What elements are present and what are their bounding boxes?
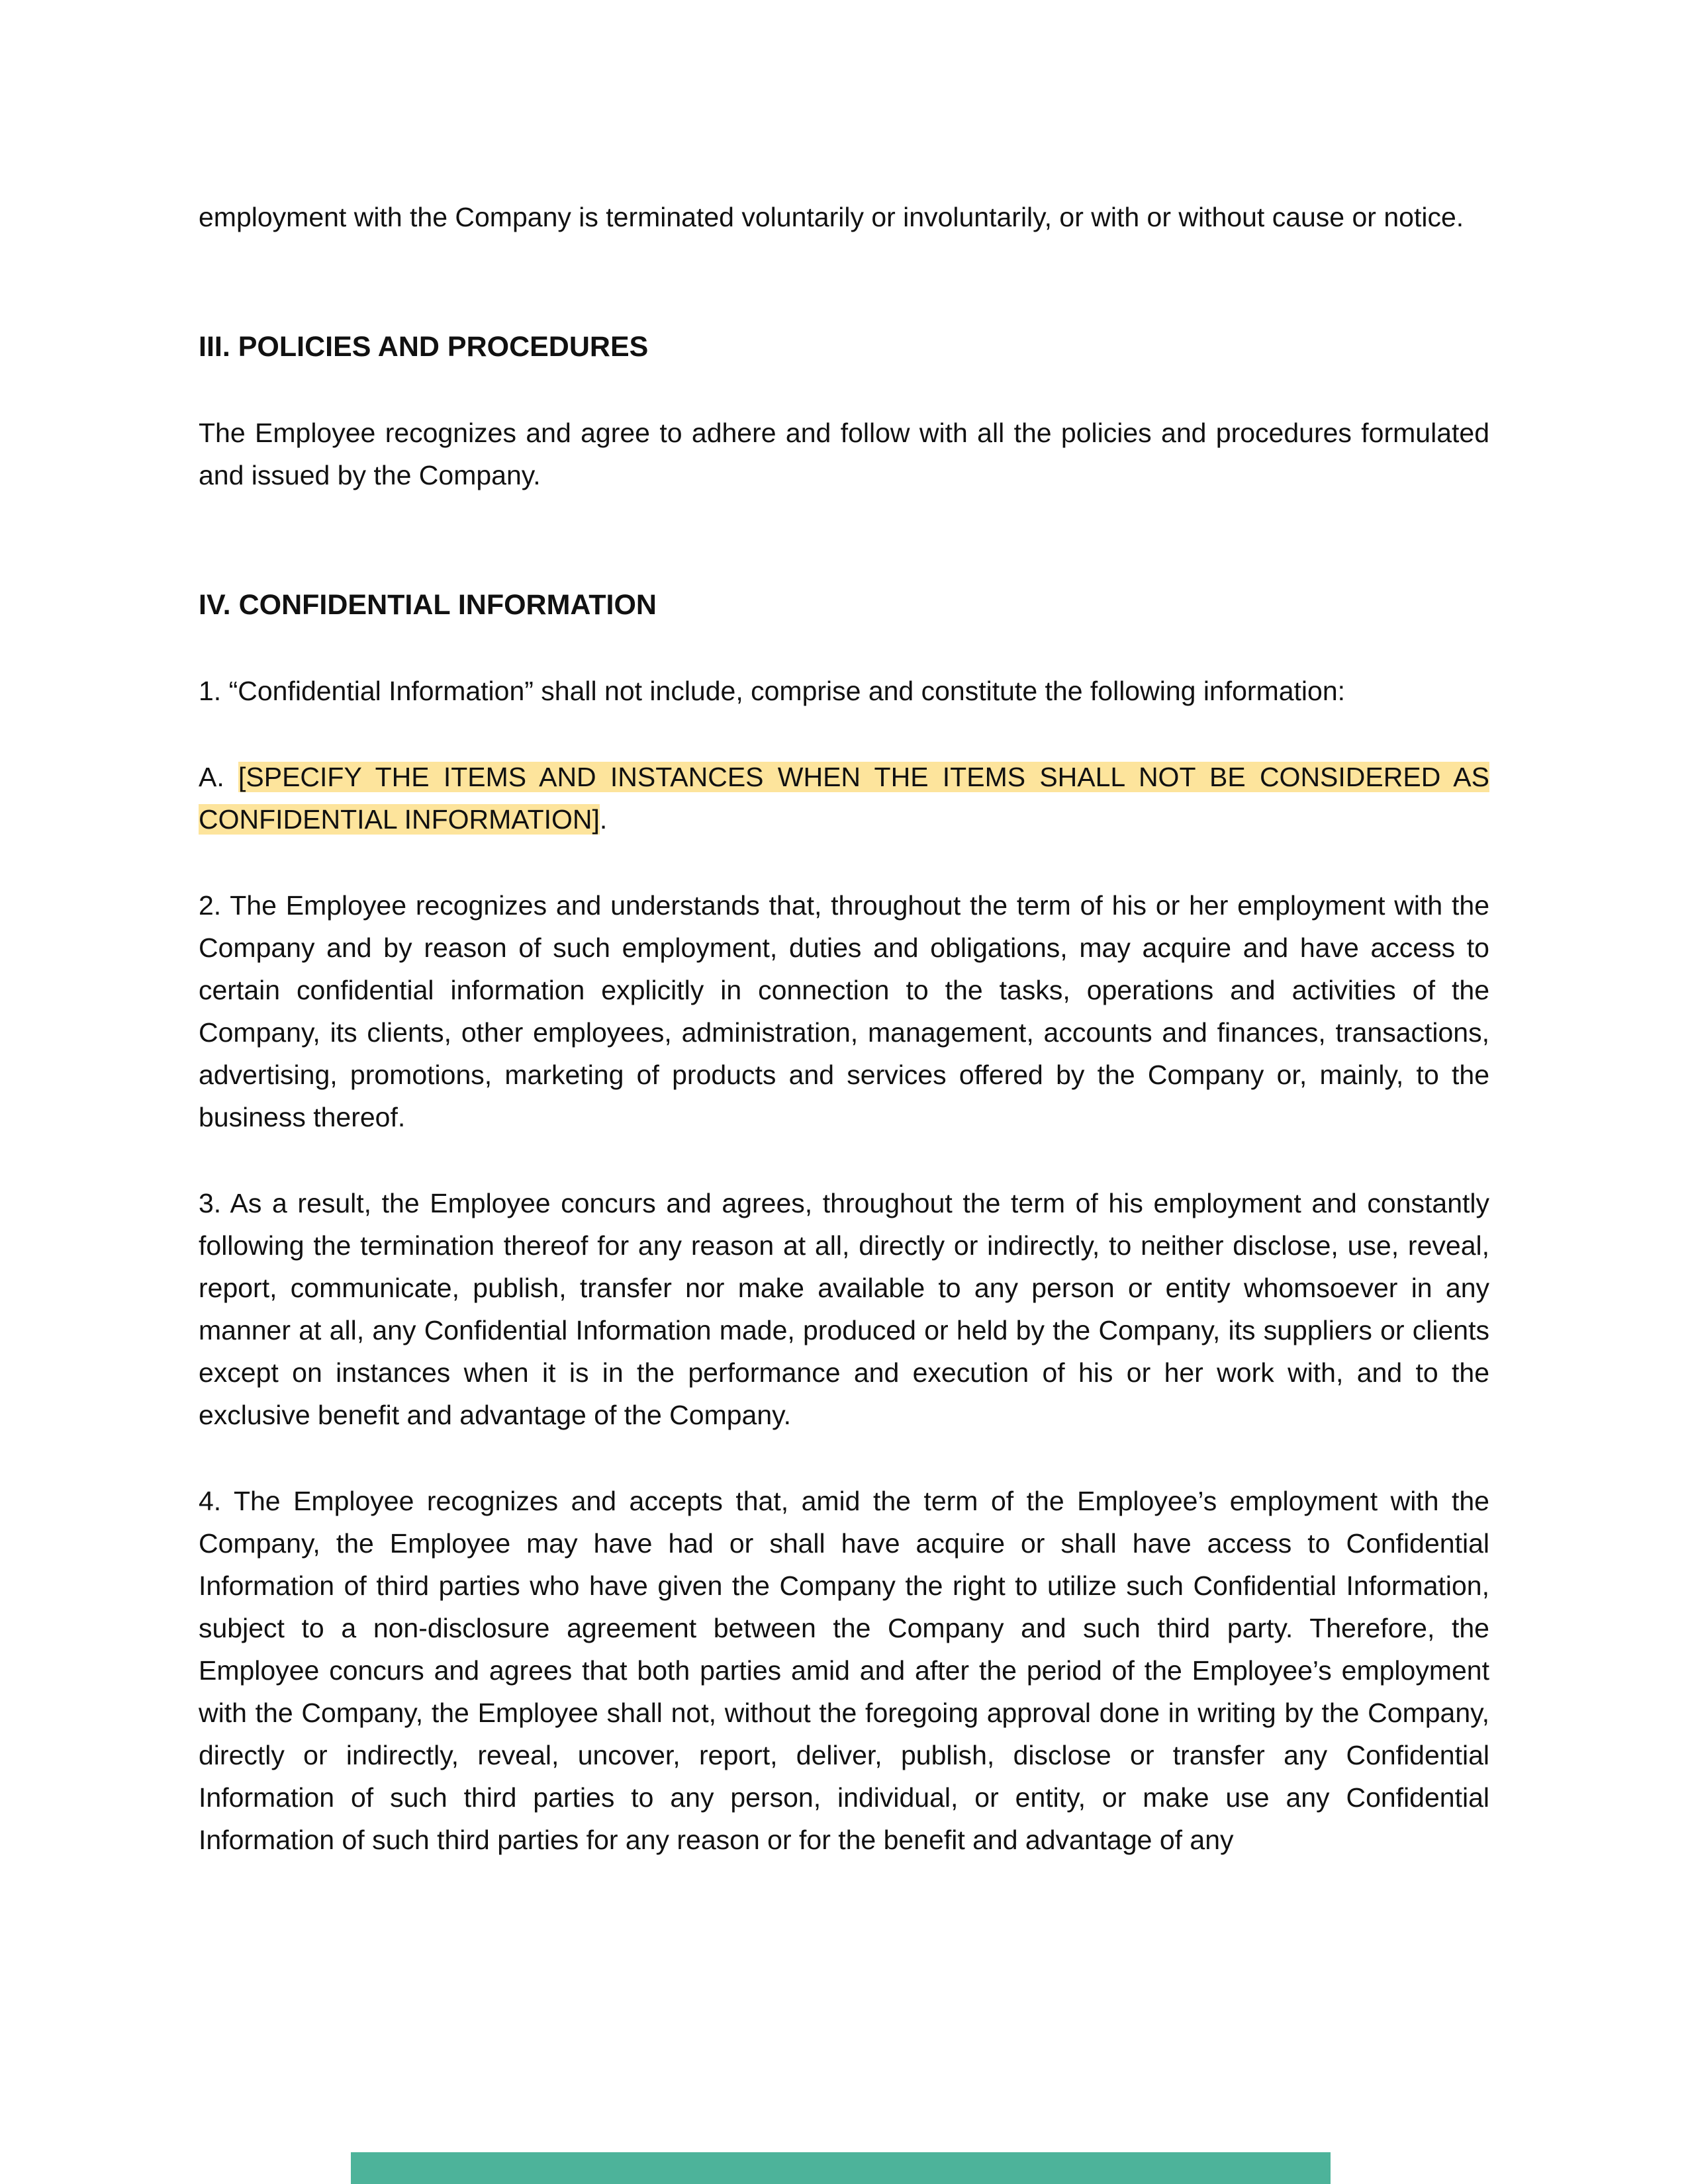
- list-item-3: 3. As a result, the Employee concurs and agrees, throughout the term of his employment and constantly following the termination thereof for any reason at all, directly or indirectly, to neither disclose, use, reveal, report, communicate, publish, transfer nor make available to any person or entity whomsoever in any manner at all, any Confidential Information made, produced or held by the Company, its suppliers or clients except on instances when it is in the performance and execution of his or her work with, and to the exclusive benefit and advantage of the Company.: [199, 1188, 1489, 1430]
- list-item-4: 4. The Employee recognizes and accepts that, amid the term of the Employee’s employment with the Company, the Employee may have had or shall have acquire or shall have access to Confidential Information of third parties who have given the Company the right to utilize such Confidential Information, subject to a non-disclosure agreement between the Company and such third party. Therefore, the Employee concurs and agrees that both parties amid and after the period of the Employee’s employment with the Company, the Employee shall not, without the foregoing approval done in writing by the Company, directly or indirectly, reveal, uncover, report, deliver, publish, disclose or transfer any Confidential Information of such third parties to any person, individual, or entity, or make use any Confidential Information of such third parties for any reason or for the benefit and advantage of any: [199, 1486, 1489, 1855]
- paragraph-intro: employment with the Company is terminated voluntarily or involuntarily, or with or without cause or notice.: [199, 202, 1464, 232]
- section-heading-policies: III. POLICIES AND PROCEDURES: [199, 331, 649, 363]
- list-item-a-prefix: A.: [199, 762, 238, 792]
- list-item-1: 1. “Confidential Information” shall not include, comprise and constitute the following information:: [199, 676, 1346, 706]
- section-heading-confidential: IV. CONFIDENTIAL INFORMATION: [199, 589, 657, 621]
- placeholder-highlight: [SPECIFY THE ITEMS AND INSTANCES WHEN THE ITEMS SHALL NOT BE CONSIDERED AS CONFIDENTIAL INFORMATION]: [199, 762, 1489, 835]
- list-item-a-suffix: .: [599, 804, 608, 835]
- paragraph-policies: The Employee recognizes and agree to adhere and follow with all the policies and procedures formulated and issued by the Company.: [199, 418, 1489, 490]
- footer-accent-bar: [351, 2152, 1331, 2184]
- list-item-2: 2. The Employee recognizes and understands that, throughout the term of his or her employment with the Company and by reason of such employment, duties and obligations, may acquire and have access to certain confidential information explicitly in connection to the tasks, operations and activities of the Company, its clients, other employees, administration, management, accounts and finances, transactions, advertising, promotions, marketing of products and services offered by the Company or, mainly, to the business thereof.: [199, 890, 1489, 1132]
- document-body: [199, 196, 1489, 1861]
- list-item-a: [199, 756, 1489, 841]
